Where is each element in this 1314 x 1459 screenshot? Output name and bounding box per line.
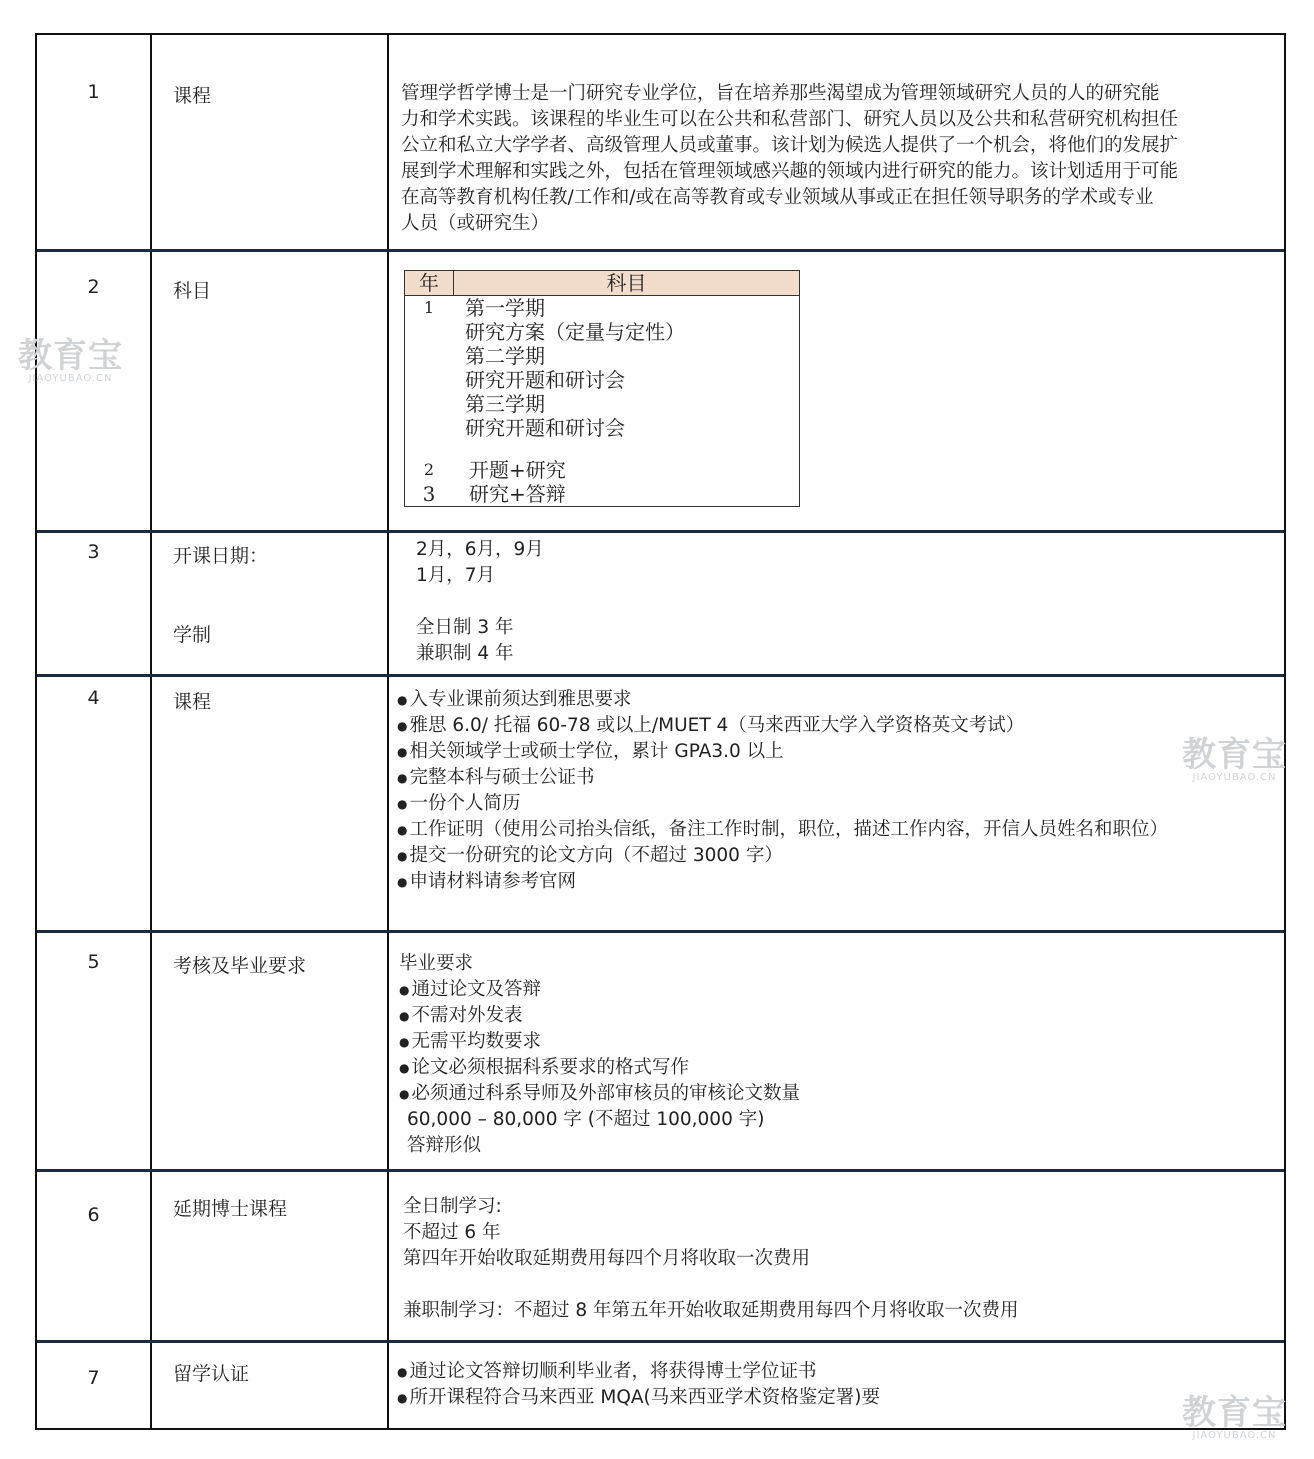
subject-year: 2 [423,460,435,479]
text-line: 1月，7月 [416,565,496,586]
row-label: 课程 [152,677,389,930]
text-line: 不超过 6 年 [403,1222,501,1243]
table-row [37,1343,1284,1428]
table-row [37,533,1284,677]
watermark-logo: 教育宝 JIAOYUBAO.CN [1182,1393,1287,1441]
text-line: 第四年开始收取延期费用每四个月将收取一次费用 [403,1248,811,1269]
text-line: 兼职制 4 年 [416,643,514,664]
bullet-item: ● 必须通过科系导师及外部审核员的审核论文数量 [399,1081,1274,1107]
text-line: 全日制 3 年 [416,617,514,638]
row-number: 2 [37,252,152,530]
subject-item: 研究开题和研讨会 [465,416,625,440]
row-number: 1 [37,35,152,249]
row-content [389,533,1284,674]
subject-item: 研究+答辩 [469,482,566,506]
table-row [37,677,1284,933]
text-line: 全日制学习: [403,1196,502,1217]
bullet-item: ● 无需平均数要求 [399,1029,1274,1055]
header-subject: 科目 [606,271,647,295]
bullet-item: ● 一份个人简历 [397,791,1274,817]
text-line: 公立和私立大学学者、高级管理人员或董事。该计划为候选人提供了一个机会，将他们的发展扩 [401,135,1179,156]
row-content [389,933,1284,1169]
label-start-date: 开课日期： [173,545,269,567]
text-line: 管理学哲学博士是一门研究专业学位，旨在培养那些渴望成为管理领域研究人员的人的研究能 [401,83,1160,104]
subject-item: 研究开题和研讨会 [465,368,625,392]
subject-item: 第三学期 [465,392,545,416]
subject-item: 研究方案（定量与定性） [465,320,685,344]
row-number: 5 [37,933,152,1169]
label-duration: 学制 [173,624,212,646]
row-content [389,1343,1284,1428]
text-line: 毕业要求 [399,953,474,974]
row-label [152,533,389,674]
text-line: 展到学术理解和实践之外，包括在管理领域感兴趣的领域内进行研究的能力。该计划适用于可能 [401,161,1179,182]
bullet-item: ● 相关领域学士或硕士学位，累计 GPA3.0 以上 [397,739,1274,765]
bullet-item: ● 通过论文及答辩 [399,977,1274,1003]
subject-item: 开题+研究 [469,458,566,482]
text-line: 60,000 – 80,000 字 (不超过 100,000 字) [407,1109,765,1130]
row-label: 留学认证 [152,1343,389,1428]
watermark-logo: 教育宝 JIAOYUBAO.CN [18,336,123,384]
text-line: 2月，6月，9月 [416,539,544,560]
text-line: 力和学术实践。该课程的毕业生可以在公共和私营部门、研究人员以及公共和私营研究机构担任 [401,109,1179,130]
row-number: 3 [37,533,152,674]
text-line: 人员（或研究生） [401,213,550,234]
bullet-item: ● 不需对外发表 [399,1003,1274,1029]
watermark-logo: 教育宝 JIAOYUBAO.CN [1182,735,1287,783]
subject-row [405,296,799,440]
subject-items [453,296,799,440]
bullet-item: ● 所开课程符合马来西亚 MQA(马来西亚学术资格鉴定署)要 [397,1385,1274,1411]
row-label: 科目 [152,252,389,530]
row-label: 课程 [152,35,389,249]
text-line: 答辩形似 [407,1135,482,1156]
row-number: 7 [37,1343,152,1428]
bullet-item: ● 完整本科与硕士公证书 [397,765,1274,791]
bullet-item: ● 入专业课前须达到雅思要求 [397,687,1274,713]
table-row [37,35,1284,252]
subjects-table [404,270,800,507]
row-label: 延期博士课程 [152,1172,389,1340]
row-label: 考核及毕业要求 [152,933,389,1169]
bullet-item: ● 雅思 6.0/ 托福 60-78 或以上/MUET 4（马来西亚大学入学资格英文考试） [397,713,1274,739]
program-table [35,33,1286,1430]
subject-item: 第二学期 [465,344,545,368]
row-content [389,1172,1284,1340]
text-line: 在高等教育机构任教/工作和/或在高等教育或专业领域从事或正在担任领导职务的学术或专业 [401,187,1154,208]
table-row [37,1172,1284,1343]
row-content [389,35,1284,249]
subject-row [405,458,799,482]
subject-row [405,482,799,506]
subjects-header [405,271,799,296]
row-content [389,252,1284,530]
bullet-item: ● 工作证明（使用公司抬头信纸，备注工作时制，职位，描述工作内容，开信人员姓名和职位） [397,817,1274,843]
table-row [37,933,1284,1172]
bullet-item: ● 通过论文答辩切顺利毕业者，将获得博士学位证书 [397,1359,1274,1385]
row-number: 6 [37,1172,152,1340]
bullet-item: ● 申请材料请参考官网 [397,869,1274,895]
bullet-item: ● 提交一份研究的论文方向（不超过 3000 字） [397,843,1274,869]
subject-year: 1 [423,298,435,317]
bullet-item: ● 论文必须根据科系要求的格式写作 [399,1055,1274,1081]
subject-item: 第一学期 [465,296,545,320]
row-number: 4 [37,677,152,930]
row-content [389,677,1284,930]
subject-year: 3 [422,482,436,506]
text-line: 兼职制学习：不超过 8 年第五年开始收取延期费用每四个月将收取一次费用 [403,1300,1019,1321]
table-row [37,252,1284,533]
header-year: 年 [405,271,454,295]
